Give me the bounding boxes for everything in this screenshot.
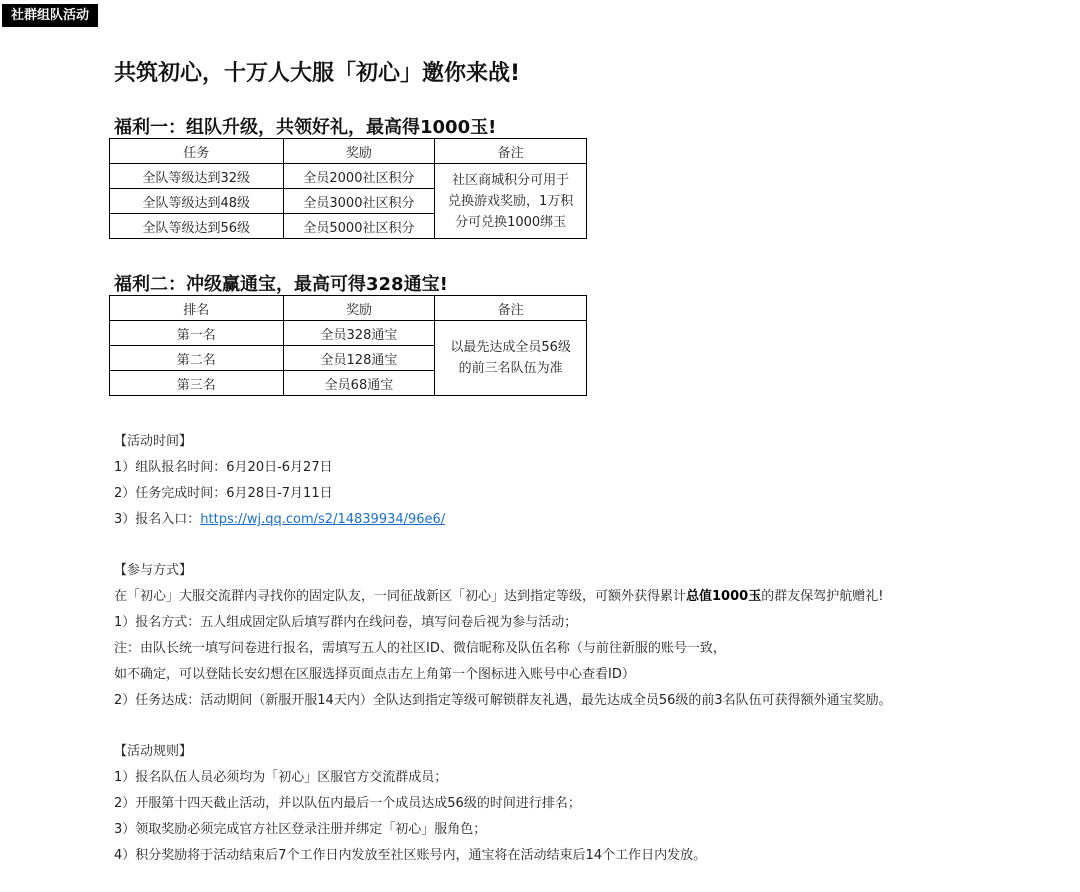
note-line: 以最先达成全员56级 (450, 340, 571, 355)
rule-line: 2）开服第十四天截止活动，并以队伍内最后一个成员达成56级的时间进行排名； (114, 796, 581, 811)
rank-cell: 第一名 (110, 321, 284, 346)
table-row (110, 164, 587, 189)
rule-line: 1）报名队伍人员必须均为「初心」区服官方交流群成员； (114, 770, 448, 785)
task-cell: 全队等级达到48级 (110, 189, 284, 214)
reward-cell: 全员5000社区积分 (283, 214, 435, 239)
rule-line: 3）领取奖励必须完成官方社区登录注册并绑定「初心」服角色； (114, 822, 487, 837)
rank-cell: 第三名 (110, 371, 284, 396)
intro-text: 的群友保驾护航赠礼! (761, 589, 884, 604)
table-header-row (110, 139, 587, 164)
intro-text: 在「初心」大服交流群内寻找你的固定队友，一同征战新区「初心」达到指定等级，可额外获得累计 (114, 589, 687, 604)
join-note: 如不确定，可以登陆长安幻想在区服选择页面点击左上角第一个图标进入账号中心查看ID） (114, 667, 635, 682)
welfare2-table (109, 295, 587, 396)
rank-cell: 第二名 (110, 346, 284, 371)
page-title: 共筑初心，十万人大服「初心」邀你来战! (114, 61, 521, 86)
note-line: 的前三名队伍为准 (458, 361, 563, 376)
welfare1-table (109, 138, 587, 239)
intro-bold: 总值1000玉 (686, 589, 762, 604)
header-reward: 奖励 (283, 139, 435, 164)
table-row (110, 321, 587, 346)
join-line: 2）任务达成：活动期间（新服开服14天内）全队达到指定等级可解锁群友礼遇，最先达成全员56级的前3名队伍可获得额外通宝奖励。 (114, 693, 892, 708)
note-line: 社区商城积分可用于 (452, 172, 570, 188)
join-intro (114, 585, 883, 604)
reward-cell: 全员3000社区积分 (283, 189, 435, 214)
time-line: 1）组队报名时间：6月20日-6月27日 (114, 460, 333, 475)
signup-label: 3）报名入口： (114, 512, 201, 527)
note-cell (435, 321, 587, 396)
header-note: 备注 (435, 139, 587, 164)
rule-line: 4）积分奖励将于活动结束后7个工作日内发放至社区账号内，通宝将在活动结束后14个工作日内发放。 (114, 848, 707, 863)
rules-heading: 【活动规则】 (114, 744, 193, 759)
reward-cell: 全员328通宝 (283, 321, 435, 346)
activity-tag: 社群组队活动 (2, 4, 98, 27)
reward-cell: 全员68通宝 (283, 371, 435, 396)
reward-cell: 全员2000社区积分 (283, 164, 435, 189)
task-cell: 全队等级达到56级 (110, 214, 284, 239)
join-heading: 【参与方式】 (114, 563, 193, 578)
header-reward: 奖励 (283, 296, 435, 321)
welfare2-title: 福利二：冲级赢通宝，最高可得328通宝! (114, 274, 448, 295)
header-note: 备注 (435, 296, 587, 321)
join-note: 注：由队长统一填写问卷进行报名，需填写五人的社区ID、微信昵称及队伍名称（与前往新服的账号一致， (114, 641, 726, 656)
welfare1-title: 福利一：组队升级，共领好礼，最高得1000玉! (114, 117, 497, 138)
time-heading: 【活动时间】 (114, 434, 193, 449)
time-line: 2）任务完成时间：6月28日-7月11日 (114, 486, 333, 501)
note-line: 兑换游戏奖励，1万积 (447, 193, 574, 209)
note-line: 分可兑换1000绑玉 (455, 214, 567, 230)
header-rank: 排名 (110, 296, 284, 321)
join-line: 1）报名方式：五人组成固定队后填写群内在线问卷，填写问卷后视为参与活动； (114, 615, 578, 630)
note-cell (435, 164, 587, 239)
reward-cell: 全员128通宝 (283, 346, 435, 371)
task-cell: 全队等级达到32级 (110, 164, 284, 189)
header-task: 任务 (110, 139, 284, 164)
table-header-row (110, 296, 587, 321)
signup-entry (114, 508, 445, 527)
signup-link[interactable]: https://wj.qq.com/s2/14839934/96e6/ (200, 512, 446, 527)
